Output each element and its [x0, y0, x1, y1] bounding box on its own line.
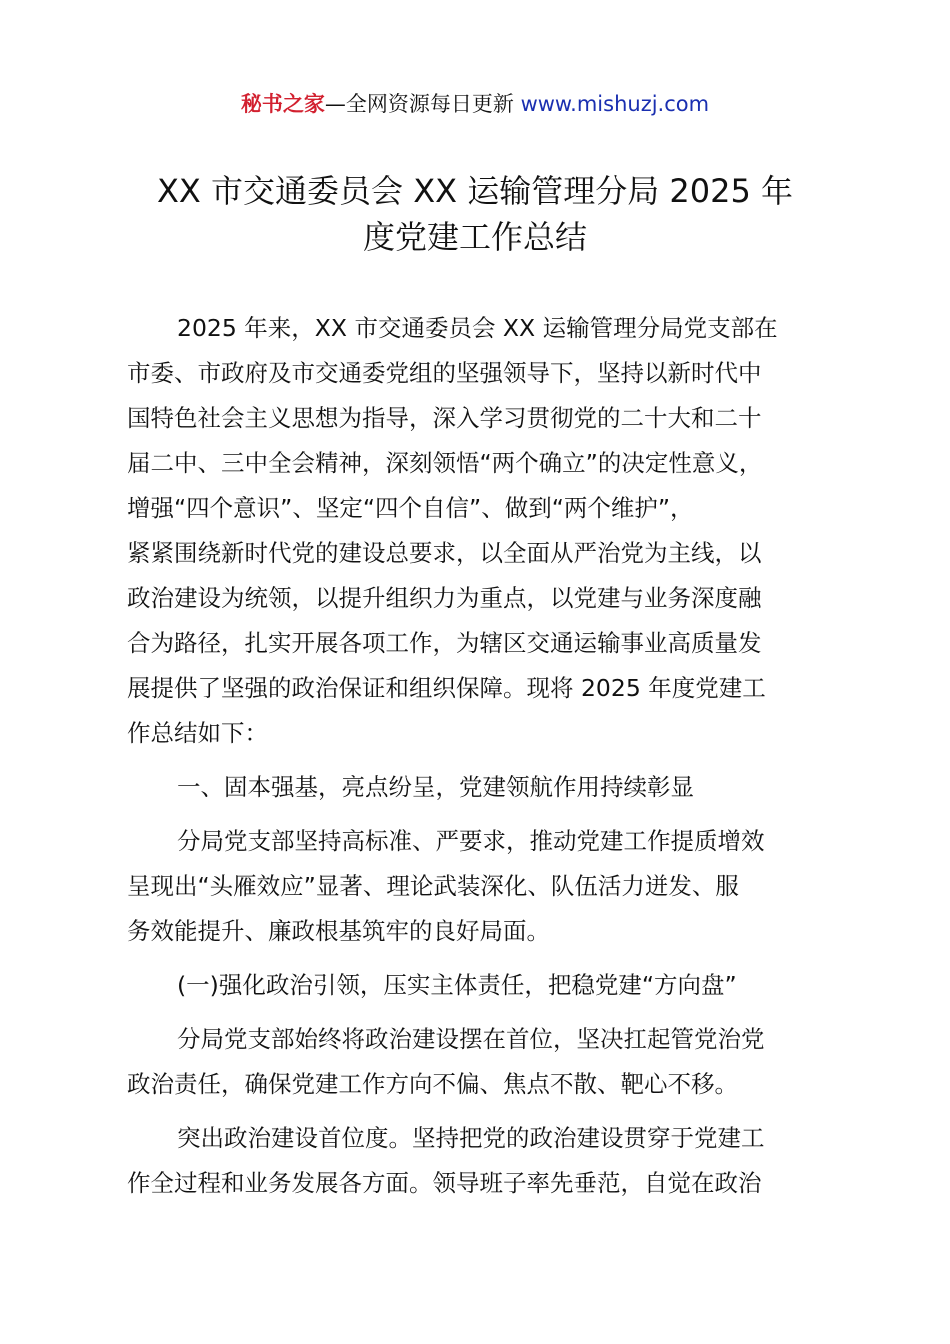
- text-line: 分局党支部坚持高标准、严要求，推动党建工作提质增效: [177, 827, 765, 855]
- text-line: 届二中、三中全会精神，深刻领悟“两个确立”的决定性意义，: [127, 449, 763, 477]
- text-line: 2025 年来，XX 市交通委员会 XX 运输管理分局党支部在: [177, 314, 778, 342]
- text-line: 呈现出“头雁效应”显著、理论武装深化、队伍活力迸发、服: [127, 872, 739, 900]
- title-line-1: XX 市交通委员会 XX 运输管理分局 2025 年: [157, 172, 793, 210]
- paragraph-political-building: [127, 1116, 833, 1206]
- text-line: 务效能提升、廉政根基筑牢的良好局面。: [127, 917, 550, 945]
- brand-name: 秘书之家: [240, 92, 325, 116]
- text-line: 展提供了坚强的政治保证和组织保障。现将 2025 年度党建工: [127, 674, 766, 702]
- text-line: 增强“四个意识”、坚定“四个自信”、做到“两个维护”，: [127, 494, 694, 522]
- document-body: [127, 306, 833, 1206]
- paragraph-subsection-1: [127, 1017, 833, 1107]
- title-line-2: 度党建工作总结: [362, 218, 587, 256]
- text-line: 市委、市政府及市交通委党组的坚强领导下，坚持以新时代中: [127, 359, 762, 387]
- document-title: [90, 168, 860, 260]
- text-line: 国特色社会主义思想为指导，深入学习贯彻党的二十大和二十: [127, 404, 762, 432]
- paragraph-intro: [127, 306, 833, 756]
- text-line: 突出政治建设首位度。坚持把党的政治建设贯穿于党建工: [177, 1124, 765, 1152]
- text-line: 政治建设为统领，以提升组织力为重点，以党建与业务深度融: [127, 584, 762, 612]
- paragraph-section-1: [127, 819, 833, 954]
- subsection-heading-1: (一)强化政治引领，压实主体责任，把稳党建“方向盘”: [177, 971, 737, 999]
- header-slogan: —全网资源每日更新: [324, 92, 521, 116]
- site-url-link[interactable]: www.mishuzj.com: [520, 92, 710, 116]
- text-line: 紧紧围绕新时代党的建设总要求，以全面从严治党为主线，以: [127, 539, 762, 567]
- site-header: [0, 88, 950, 120]
- text-line: 政治责任，确保党建工作方向不偏、焦点不散、靶心不移。: [127, 1070, 738, 1098]
- text-line: 作全过程和业务发展各方面。领导班子率先垂范，自觉在政治: [127, 1169, 762, 1197]
- text-line: 分局党支部始终将政治建设摆在首位，坚决扛起管党治党: [177, 1025, 765, 1053]
- text-line: 合为路径，扎实开展各项工作，为辖区交通运输事业高质量发: [127, 629, 762, 657]
- text-line: 作总结如下：: [127, 719, 268, 747]
- section-heading-1: 一、固本强基，亮点纷呈，党建领航作用持续彰显: [177, 773, 694, 801]
